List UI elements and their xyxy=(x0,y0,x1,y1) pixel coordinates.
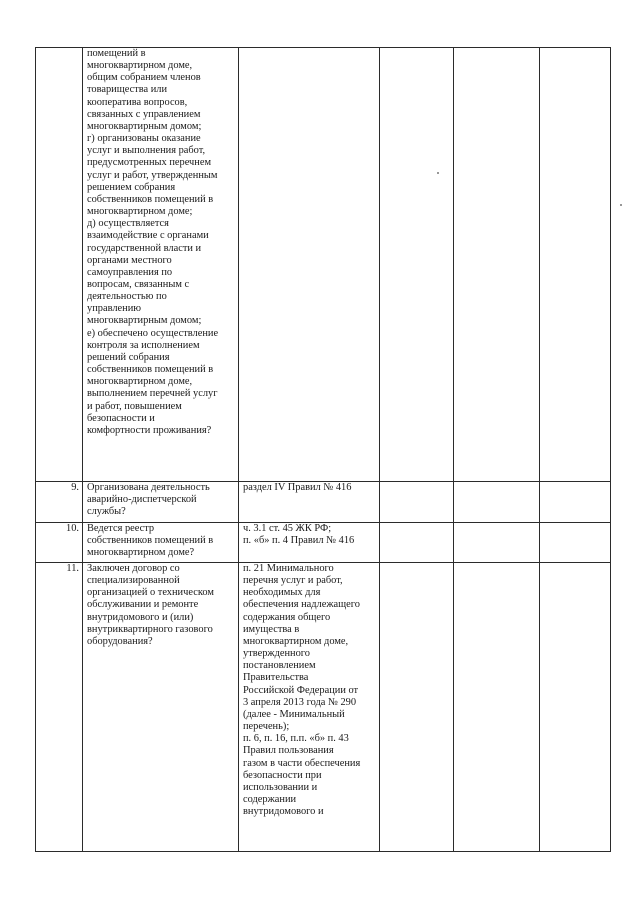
row-number: 9. xyxy=(36,482,83,523)
answer-cell xyxy=(380,482,454,523)
answer-cell xyxy=(380,523,454,563)
question-cell: Организована деятельность аварийно-диспетчерской службы? xyxy=(83,482,239,523)
note-cell xyxy=(540,48,611,482)
reference-cell: ч. 3.1 ст. 45 ЖК РФ; п. «б» п. 4 Правил № 416 xyxy=(239,523,380,563)
question-cell: Ведется реестр собственников помещений в многоквартирном доме? xyxy=(83,523,239,563)
question-cell: Заключен договор со специализированной организацией о техническом обслуживании и ремонте внутридомового и (или) внутриквартирного газового оборудования? xyxy=(83,563,239,852)
answer-cell xyxy=(454,563,540,852)
table-row xyxy=(36,523,611,563)
table-row xyxy=(36,563,611,852)
table-row xyxy=(36,48,611,482)
row-number: 10. xyxy=(36,523,83,563)
answer-cell xyxy=(380,48,454,482)
note-cell xyxy=(540,563,611,852)
reference-cell: п. 21 Минимального перечня услуг и работ, необходимых для обеспечения надлежащего содержания общего имущества в многоквартирном доме, утвержденного постановлением Правительства Российской Федерации от 3 апреля 2013 года № 290 (далее - Минимальный перечень); п. 6, п. 16, п.п. «б» п. 43 Правил пользования газом в части обеспечения безопасности при использовании и содержании внутридомового и xyxy=(239,563,380,852)
note-cell xyxy=(540,482,611,523)
row-number xyxy=(36,48,83,482)
row-number: 11. xyxy=(36,563,83,852)
question-cell: помещений в многоквартирном доме, общим собранием членов товарищества или кооператива вопросов, связанных с управлением многоквартирным домом; г) организованы оказание услуг и выполнения работ, предусмотренных перечнем услуг и работ, утвержденным решением собрания собственников помещений в многоквартирном доме; д) осуществляется взаимодействие с органами государственной власти и органами местного самоуправления по вопросам, связанным с деятельностью по управлению многоквартирным домом; е) обеспечено осуществление контроля за исполнением решений собрания собственников помещений в многоквартирном доме, выполнением перечней услуг и работ, повышением безопасности и комфортности проживания? xyxy=(83,48,239,482)
reference-cell: раздел IV Правил № 416 xyxy=(239,482,380,523)
table-row xyxy=(36,482,611,523)
scan-speck xyxy=(620,204,622,206)
reference-cell xyxy=(239,48,380,482)
note-cell xyxy=(540,523,611,563)
answer-cell xyxy=(454,482,540,523)
scan-speck xyxy=(437,172,439,174)
answer-cell xyxy=(454,523,540,563)
answer-cell xyxy=(380,563,454,852)
answer-cell xyxy=(454,48,540,482)
checklist-table xyxy=(35,47,611,852)
